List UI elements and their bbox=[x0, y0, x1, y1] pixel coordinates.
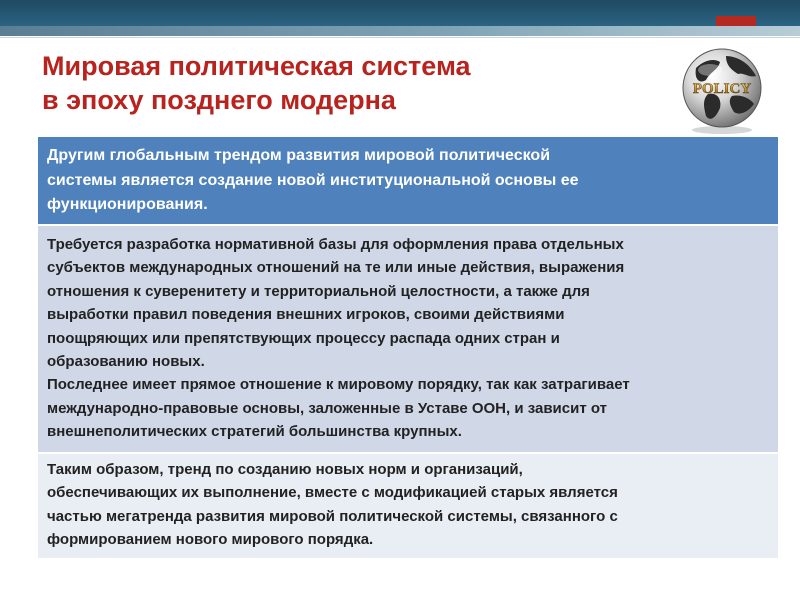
policy-logo bbox=[660, 46, 780, 136]
row-text-line: выработки правил поведения внешних игроков, своими действиями bbox=[47, 306, 565, 324]
slide-title-line-1: Мировая политическая система bbox=[42, 51, 471, 81]
globe-highlight bbox=[698, 64, 722, 76]
header-text-line: функционирования. bbox=[47, 196, 208, 213]
row-text-line: отношения к суверенитету и территориальной целостности, а также для bbox=[47, 282, 590, 300]
row-text-line: формированием нового мирового порядка. bbox=[47, 531, 374, 549]
globe-icon bbox=[660, 46, 780, 136]
row-text-line: субъектов международных отношений на те или иные действия, выражения bbox=[47, 259, 625, 277]
row-text-line: обеспечивающих их выполнение, вместе с модификацией старых является bbox=[47, 484, 618, 502]
top-decoration-bar bbox=[0, 0, 800, 40]
row-text-line: Таким образом, тренд по созданию новых норм и организаций, bbox=[47, 461, 523, 478]
top-bar-accent-band bbox=[0, 26, 800, 36]
table-row bbox=[38, 226, 778, 452]
row-text-line: внешнеполитических стратегий большинства крупных. bbox=[47, 423, 462, 441]
top-bar-dark-band bbox=[0, 0, 800, 26]
table-header-row bbox=[38, 137, 778, 224]
row-text-line: международно-правовые основы, заложенные в Уставе ООН, и зависит от bbox=[47, 399, 607, 417]
row-text-line: образованию новых. bbox=[47, 353, 205, 371]
row-text-line: поощряющих или препятствующих процессу распада одних стран и bbox=[47, 329, 560, 347]
header-text-line: системы является создание новой институциональной основы ее bbox=[47, 171, 579, 189]
slide-title-line-2: в эпоху позднего модерна bbox=[42, 85, 396, 115]
slide-title bbox=[42, 49, 602, 117]
content-table bbox=[38, 137, 778, 558]
row-text-line: Последнее имеет прямое отношение к мировому порядку, так как затрагивает bbox=[47, 376, 630, 394]
logo-text: POLICY bbox=[692, 81, 752, 97]
row-text-line: Требуется разработка нормативной базы для оформления права отдельных bbox=[47, 236, 624, 253]
top-bar-red-tab bbox=[716, 16, 756, 26]
header-text-line: Другим глобальным трендом развития мировой политической bbox=[47, 147, 551, 164]
top-bar-divider bbox=[0, 37, 800, 38]
row-text-line: частью мегатренда развития мировой политической системы, связанного с bbox=[47, 507, 618, 525]
table-row bbox=[38, 454, 778, 558]
